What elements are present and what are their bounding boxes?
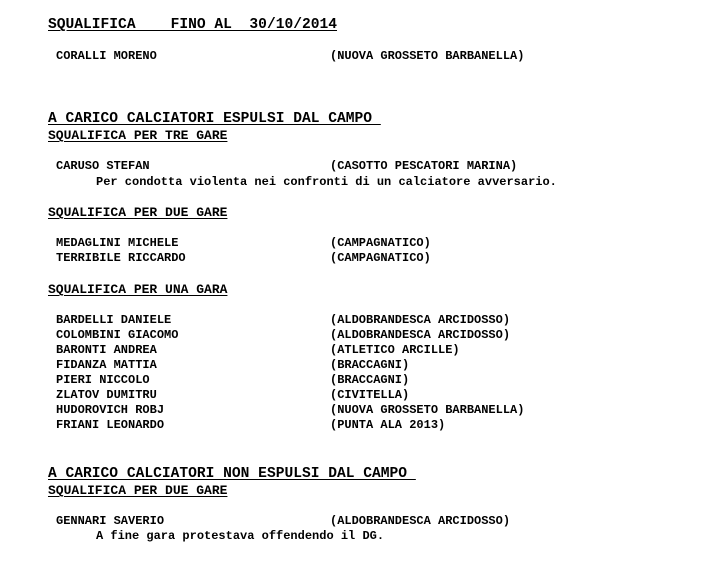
two-games-heading: SQUALIFICA PER DUE GARE bbox=[48, 483, 228, 498]
suspension-reason: Per condotta violenta nei confronti di un calciatore avversario. bbox=[96, 175, 557, 189]
suspension-row bbox=[56, 251, 656, 311]
player-name: COLOMBINI GIACOMO bbox=[56, 328, 179, 342]
club-name: (BRACCAGNI) bbox=[330, 373, 410, 387]
player-name: GENNARI SAVERIO bbox=[56, 514, 165, 528]
club-name: (NUOVA GROSSETO BARBANELLA) bbox=[330, 49, 525, 63]
suspension-row bbox=[56, 49, 656, 109]
club-name: (CIVITELLA) bbox=[330, 388, 410, 402]
not-expelled-players-heading: A CARICO CALCIATORI NON ESPULSI DAL CAMPO bbox=[48, 466, 416, 482]
suspension-row bbox=[56, 514, 656, 574]
club-name: (ATLETICO ARCILLE) bbox=[330, 343, 460, 357]
two-games-heading: SQUALIFICA PER DUE GARE bbox=[48, 205, 228, 220]
player-name: BARDELLI DANIELE bbox=[56, 313, 172, 327]
expelled-players-heading: A CARICO CALCIATORI ESPULSI DAL CAMPO bbox=[48, 111, 381, 127]
player-name: CORALLI MORENO bbox=[56, 49, 157, 63]
club-name: (ALDOBRANDESCA ARCIDOSSO) bbox=[330, 328, 511, 342]
club-name: (PUNTA ALA 2013) bbox=[330, 418, 446, 432]
three-games-heading: SQUALIFICA PER TRE GARE bbox=[48, 128, 228, 143]
club-name: (ALDOBRANDESCA ARCIDOSSO) bbox=[330, 313, 511, 327]
player-name: HUDOROVICH ROBJ bbox=[56, 403, 165, 417]
player-name: PIERI NICCOLO bbox=[56, 373, 150, 387]
club-name: (ALDOBRANDESCA ARCIDOSSO) bbox=[330, 514, 511, 528]
player-name: CARUSO STEFAN bbox=[56, 159, 150, 173]
club-name: (CAMPAGNATICO) bbox=[330, 236, 431, 250]
suspension-until-heading: SQUALIFICA FINO AL 30/10/2014 bbox=[48, 17, 338, 33]
club-name: (BRACCAGNI) bbox=[330, 358, 410, 372]
club-name: (CAMPAGNATICO) bbox=[330, 251, 431, 265]
one-game-heading: SQUALIFICA PER UNA GARA bbox=[48, 282, 228, 297]
player-name: ZLATOV DUMITRU bbox=[56, 388, 157, 402]
club-name: (NUOVA GROSSETO BARBANELLA) bbox=[330, 403, 525, 417]
player-name: MEDAGLINI MICHELE bbox=[56, 236, 179, 250]
player-name: FIDANZA MATTIA bbox=[56, 358, 157, 372]
player-name: FRIANI LEONARDO bbox=[56, 418, 165, 432]
player-name: BARONTI ANDREA bbox=[56, 343, 157, 357]
club-name: (CASOTTO PESCATORI MARINA) bbox=[330, 159, 518, 173]
player-name: TERRIBILE RICCARDO bbox=[56, 251, 186, 265]
suspension-reason: A fine gara protestava offendendo il DG. bbox=[96, 529, 385, 543]
